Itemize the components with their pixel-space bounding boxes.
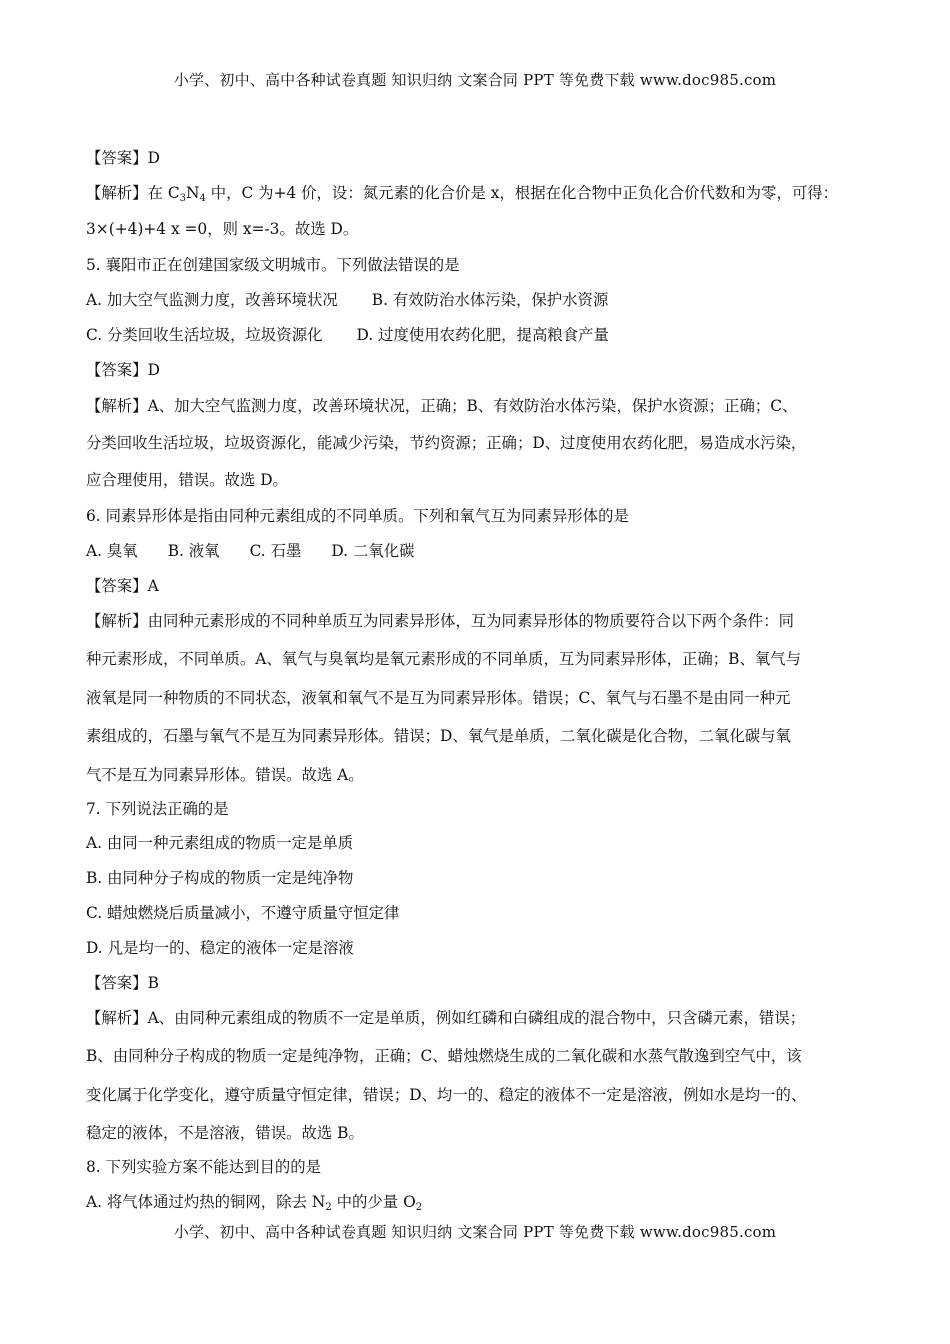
q6-explanation-line1: 【解析】由同种元素形成的不同种单质互为同素异形体，互为同素异形体的物质要符合以下两个条件：同 bbox=[86, 612, 794, 630]
q7-explanation-line3: 变化属于化学变化，遵守质量守恒定律，错误；D、均一的、稳定的液体不一定是溶液，例如水是均一的、 bbox=[86, 1086, 807, 1104]
q6-option-d: D. 二氧化碳 bbox=[331, 542, 415, 560]
q6-options bbox=[86, 541, 415, 561]
q5-option-a: A. 加大空气监测力度，改善环境状况 bbox=[86, 291, 338, 309]
q7-stem: 7. 下列说法正确的是 bbox=[86, 800, 229, 818]
q5-options-row1 bbox=[86, 290, 608, 310]
page-header: 小学、初中、高中各种试卷真题 知识归纳 文案合同 PPT 等免费下载 www.doc985.com bbox=[173, 71, 777, 89]
q5-stem: 5. 襄阳市正在创建国家级文明城市。下列做法错误的是 bbox=[86, 256, 460, 274]
q5-option-d: D. 过度使用农药化肥，提高粮食产量 bbox=[356, 326, 609, 344]
q7-option-c: C. 蜡烛燃烧后质量减小，不遵守质量守恒定律 bbox=[86, 904, 400, 922]
q7-option-a: A. 由同一种元素组成的物质一定是单质 bbox=[86, 834, 354, 852]
q6-answer: 【答案】A bbox=[86, 577, 159, 595]
q5-explanation-line3: 应合理使用，错误。故选 D。 bbox=[86, 471, 288, 489]
q7-explanation-line1: 【解析】A、由同种元素组成的物质不一定是单质，例如红磷和白磷组成的混合物中，只含磷元素，错误； bbox=[86, 1009, 806, 1027]
q5-explanation-line1: 【解析】A、加大空气监测力度，改善环境状况，正确；B、有效防治水体污染，保护水资源；正确；C、 bbox=[86, 397, 798, 415]
q6-stem: 6. 同素异形体是指由同种元素组成的不同单质。下列和氧气互为同素异形体的是 bbox=[86, 507, 629, 525]
q5-answer: 【答案】D bbox=[86, 361, 160, 379]
q5-option-c: C. 分类回收生活垃圾，垃圾资源化 bbox=[86, 326, 323, 344]
q8-option-a: A. 将气体通过灼热的铜网，除去 $N_2$ 中的少量 $O_2$ bbox=[86, 1193, 423, 1213]
q7-option-b: B. 由同种分子构成的物质一定是纯净物 bbox=[86, 869, 354, 887]
q6-explanation-line4: 素组成的，石墨与氧气不是互为同素异形体。错误；D、氧气是单质，二氧化碳是化合物，二氧化碳与氧 bbox=[86, 727, 791, 745]
q5-option-b: B. 有效防治水体污染，保护水资源 bbox=[371, 291, 609, 309]
q8-stem: 8. 下列实验方案不能达到目的的是 bbox=[86, 1158, 322, 1176]
q7-explanation-line2: B、由同种分子构成的物质一定是纯净物，正确；C、蜡烛燃烧生成的二氧化碳和水蒸气散逸到空气中，该 bbox=[86, 1047, 802, 1065]
q6-explanation-line5: 气不是互为同素异形体。错误。故选 A。 bbox=[86, 766, 364, 784]
q6-option-a: A. 臭氧 bbox=[86, 542, 138, 560]
q7-explanation-line4: 稳定的液体，不是溶液，错误。故选 B。 bbox=[86, 1124, 364, 1142]
q7-option-d: D. 凡是均一的、稳定的液体一定是溶液 bbox=[86, 939, 354, 957]
q4-explanation-line2: 3×(+4)+4 x =0，则 x=-3。故选 D。 bbox=[86, 220, 359, 238]
q7-answer: 【答案】B bbox=[86, 974, 159, 992]
q5-explanation-line2: 分类回收生活垃圾，垃圾资源化，能减少污染，节约资源；正确；D、过度使用农药化肥，易造成水污染， bbox=[86, 434, 807, 452]
q5-options-row2 bbox=[86, 325, 609, 345]
q6-explanation-line3: 液氧是同一种物质的不同状态，液氧和氧气不是互为同素异形体。错误；C、氧气与石墨不是由同一种元 bbox=[86, 689, 791, 707]
q6-option-b: B. 液氧 bbox=[167, 542, 220, 560]
q4-answer: 【答案】D bbox=[86, 149, 160, 167]
q6-explanation-line2: 种元素形成，不同单质。A、氧气与臭氧均是氧元素形成的不同单质，互为同素异形体，正确；B、氧气与 bbox=[86, 650, 802, 668]
q4-explanation-line1: 【解析】在 $C_3N_4$ 中，C 为+4 价，设：氮元素的化合价是 x，根据在化合物中正负化合价代数和为零，可得： bbox=[86, 184, 839, 204]
page-footer: 小学、初中、高中各种试卷真题 知识归纳 文案合同 PPT 等免费下载 www.doc985.com bbox=[173, 1223, 777, 1241]
q6-option-c: C. 石墨 bbox=[249, 542, 302, 560]
